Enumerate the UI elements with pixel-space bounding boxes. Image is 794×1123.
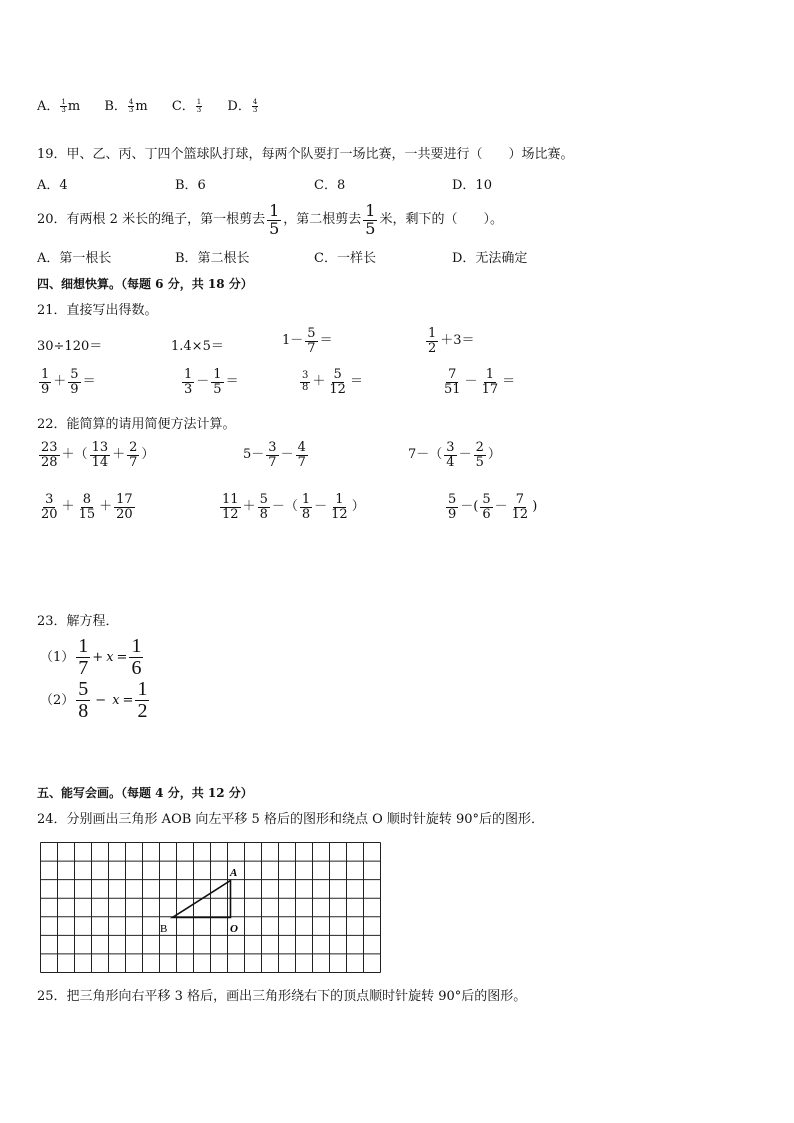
fraction: $\frac{1}{3}$: [61, 98, 66, 115]
fraction: $\frac{1}{5}$: [213, 367, 222, 397]
q18-options: [37, 99, 259, 115]
q19-text: 19．甲、乙、丙、丁四个篮球队打球，每两个队要打一场比赛，一共要进行（ ）场比赛。: [37, 147, 574, 162]
q19-option-a: A．4: [37, 178, 68, 193]
q20-option-d: D．无法确定: [452, 251, 528, 266]
q18-option-b: B． $\frac{4}{3}$ m: [104, 98, 148, 115]
q21-expr-4: $\frac{1}{2}$ ＋3＝: [428, 326, 475, 356]
q22-problem-4: $\frac{3}{20}$ ＋ $\frac{8}{15}$ ＋ $\frac{17}{20}$: [41, 492, 133, 522]
q18-option-a: A． $\frac{1}{3}$ m: [37, 98, 81, 115]
q18-option-c: C． $\frac{1}{3}$: [171, 98, 202, 115]
q20-option-b: B．第二根长: [175, 251, 250, 266]
q21-expr-2: 1.4×5＝: [171, 339, 224, 354]
point-b-label: B: [160, 923, 168, 935]
fraction: $\frac{1}{6}$: [131, 635, 142, 679]
q21-expr-5: $\frac{1}{9}$ ＋ $\frac{5}{9}$ ＝: [41, 367, 96, 397]
q20-question: 20．有两根 2 米长的绳子，第一根剪去 $\frac{1}{5}$ ，第二根剪去 $\frac{1}{5}$ 米，剩下的（ ）。: [37, 201, 503, 238]
fraction: $\frac{5}{12}$: [329, 367, 346, 397]
q24-grid-figure: [38, 840, 384, 976]
fraction: $\frac{7}{51}$: [444, 367, 461, 397]
fraction: $\frac{1}{8}$: [301, 492, 311, 522]
q18-option-d: D． $\frac{4}{3}$: [227, 98, 258, 115]
fraction: $\frac{3}{8}$: [302, 370, 309, 393]
fraction: $\frac{4}{3}$: [252, 98, 258, 115]
fraction: $\frac{11}{12}$: [222, 492, 239, 522]
fraction: $\frac{3}{20}$: [41, 492, 58, 522]
fraction: $\frac{17}{20}$: [116, 492, 133, 522]
q19-option-d: D．10: [452, 178, 492, 193]
q20-option-c: C．一样长: [314, 251, 376, 266]
fraction: $\frac{1}{12}$: [331, 492, 348, 522]
q22-problem-6: $\frac{5}{9}$ －( $\frac{5}{6}$ － $\frac{7}{12}$ ): [448, 492, 538, 522]
q23-equation-1: （1） $\frac{1}{7}$ + x = $\frac{1}{6}$: [40, 635, 142, 679]
fraction: $\frac{1}{7}$: [78, 635, 89, 679]
q19-option-b: B．6: [175, 178, 206, 193]
point-a-label: A: [230, 867, 238, 879]
q21-expr-6: $\frac{1}{3}$ － $\frac{1}{5}$ ＝: [184, 367, 239, 397]
fraction: $\frac{1}{17}$: [481, 367, 499, 397]
q24-text: 24．分别画出三角形 AOB 向左平移 5 格后的图形和绕点 O 顺时针旋转 90°后的图形．: [37, 812, 545, 827]
fraction: $\frac{8}{15}$: [78, 492, 96, 522]
fraction: $\frac{2}{5}$: [475, 440, 484, 470]
q21-expr-3: 1－ $\frac{5}{7}$ ＝: [282, 326, 333, 356]
fraction: $\frac{5}{9}$: [70, 367, 79, 397]
fraction: $\frac{7}{12}$: [511, 492, 529, 522]
fraction: $\frac{3}{4}$: [446, 440, 455, 470]
q25-text: 25．把三角形向右平移 3 格后，画出三角形绕右下的顶点顺时针旋转 90°后的图形。: [37, 989, 527, 1004]
q21-expr-1: 30÷120＝: [37, 339, 103, 354]
q22-problem-2: 5－ $\frac{3}{7}$ － $\frac{4}{7}$: [243, 440, 306, 470]
q23-title: 23．解方程．: [37, 614, 119, 629]
fraction: $\frac{1}{9}$: [41, 367, 50, 397]
triangle-aob: [173, 881, 231, 918]
q21-title: 21．直接写出得数。: [37, 303, 158, 318]
fraction: $\frac{3}{7}$: [268, 440, 277, 470]
grid-lines: [41, 843, 381, 973]
q22-title: 22．能简算的请用简便方法计算。: [37, 417, 236, 432]
fraction: $\frac{23}{28}$: [41, 440, 58, 470]
q22-problem-3: 7－（ $\frac{3}{4}$ － $\frac{2}{5}$ ）: [408, 440, 501, 470]
fraction: $\frac{4}{3}$: [128, 98, 134, 115]
fraction: $\frac{5}{7}$: [307, 326, 316, 356]
q22-problem-1: $\frac{23}{28}$ ＋（ $\frac{13}{14}$ ＋ $\frac{2}{7}$ ）: [41, 440, 155, 470]
fraction: $\frac{13}{14}$: [91, 440, 109, 470]
fraction: $\frac{1}{2}$: [428, 326, 437, 356]
q19-option-c: C．8: [314, 178, 346, 193]
fraction: $\frac{1}{3}$: [196, 98, 202, 115]
section-5-title: 五、能写会画。（每题 4 分，共 12 分）: [37, 786, 253, 800]
q21-expr-8: $\frac{7}{51}$ － $\frac{1}{17}$ ＝: [444, 367, 516, 397]
fraction: $\frac{1}{5}$: [269, 201, 280, 238]
fraction: $\frac{5}{8}$: [78, 678, 89, 722]
fraction: $\frac{2}{7}$: [129, 440, 138, 470]
q22-problem-5: $\frac{11}{12}$ ＋ $\frac{5}{8}$ －（ $\frac{1}{8}$ － $\frac{1}{12}$ ）: [222, 492, 365, 522]
fraction: $\frac{5}{9}$: [448, 492, 457, 522]
fraction: $\frac{5}{6}$: [482, 492, 491, 522]
fraction: $\frac{1}{5}$: [365, 201, 376, 238]
q20-option-a: A．第一根长: [37, 251, 112, 266]
fraction: $\frac{1}{3}$: [184, 367, 193, 397]
q21-expr-7: $\frac{3}{8}$ ＋ $\frac{5}{12}$ ＝: [302, 367, 363, 397]
q23-equation-2: （2） $\frac{5}{8}$ − x = $\frac{1}{2}$: [40, 678, 148, 722]
fraction: $\frac{4}{7}$: [297, 440, 306, 470]
point-o-label: O: [230, 923, 238, 935]
fraction: $\frac{1}{2}$: [137, 678, 148, 722]
fraction: $\frac{5}{8}$: [259, 492, 268, 522]
section-4-title: 四、细想快算。（每题 6 分，共 18 分）: [37, 277, 253, 291]
